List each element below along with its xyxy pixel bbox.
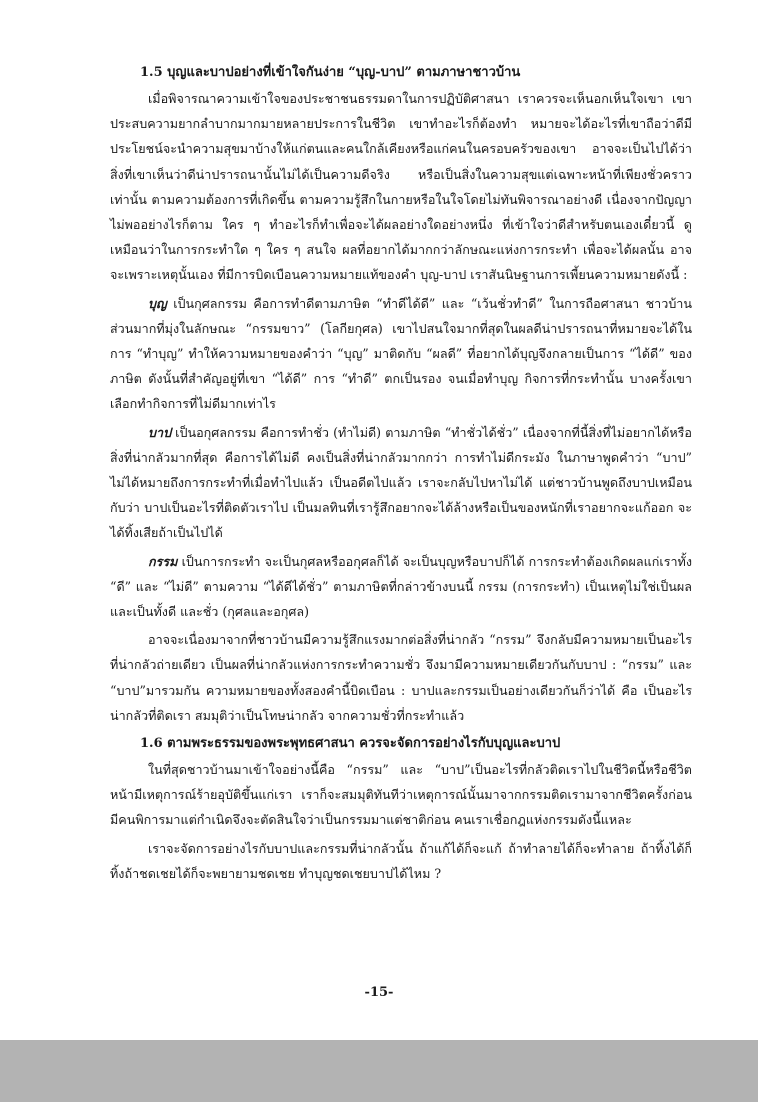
paragraph-question: เราจะจัดการอย่างไรกับบาปและกรรมที่น่ากลัวนั้น ถ้าแก้ได้ก็จะแก้ ถ้าทำลายได้ก็จะทำลาย ถ้าทิ้งได้ก็ทิ้งถ้าชดเชยได้ก็จะพยายามชดเชย ทำบุญชดเชยบาปได้ไหม ? bbox=[110, 840, 692, 881]
section-heading-1-6: 1.6 ตามพระธรรมของพระพุทธศาสนา ควรจะจัดการอย่างไรกับบุญและบาป bbox=[140, 736, 561, 752]
paragraph-bun-text: เป็นกุศลกรรม คือการทำดีตามภาษิต “ทำดีได้ดี” และ “เว้นชั่วทำดี” ในการถือศาสนา ชาวบ้านส่วนมากที่มุ่งในลักษณะ “กรรมขาว” (โลกียกุศล) เขาไปสนใจมากที่สุดในผลดีน่าปรารถนาที่หมายจะได้ในการ “ทำบุญ” ทำให้ความหมายของคำว่า “บุญ” มาติดกับ “ผลดี” ที่อยากได้บุญจึงกลายเป็นการ “ได้ดี” ของภาษิต ดังนั้นที่สำคัญอยู่ที่เขา “ได้ดี” การ “ทำดี” ตกเป็นรอง จนเมื่อทำบุญ กิจการที่กระทำนั้น บางครั้งเขาเลือกทำกิจการที่ไม่ดีมากเท่าไร bbox=[110, 295, 692, 412]
term-kam: กรรม bbox=[148, 553, 178, 569]
scan-bottom-band bbox=[0, 1040, 758, 1102]
paragraph-belief: ในที่สุดชาวบ้านมาเข้าใจอย่างนี้คือ “กรรม” และ “บาป”เป็นอะไรที่กลัวติดเราไปในชีวิตนี้หรือชีวิตหน้ามีเหตุการณ์ร้ายอุบัติขึ้นแก่เรา เราก็จะสมมุติทันทีว่าเหตุการณ์นั้นมาจากกรรมติดเรามาจากชีวิตครั้งก่อน มีคนพิการมาแต่กำเนิดจึงจะตัดสินใจว่าเป็นกรรมมาแต่ชาติก่อน คนเราเชื่อกฎแห่งกรรมดังนี้แหละ bbox=[110, 762, 692, 828]
paragraph-fear: อาจจะเนื่องมาจากที่ชาวบ้านมีความรู้สึกแรงมากต่อสิ่งที่น่ากลัว “กรรม” จึงกลับมีความหมายเป็นอะไรที่น่ากลัวถ่ายเดียว เป็นผลที่น่ากลัวแห่งการกระทำความชั่ว จึงมามีความหมายเดียวกันกับบาป : “กรรม” และ “บาป”มารวมกัน ความหมายของทั้งสองคำนี้บิดเบือน : บาปและกรรมเป็นอย่างเดียวกันก็ว่าได้ คือ เป็นอะไรน่ากลัวที่ติดเรา สมมุติว่าเป็นโทษน่ากลัว จากความชั่วที่กระทำแล้ว bbox=[110, 632, 692, 723]
paragraph-bap bbox=[110, 420, 692, 546]
paragraph-bap-text: เป็นอกุศลกรรม คือการทำชั่ว (ทำไม่ดี) ตามภาษิต “ทำชั่วได้ชั่ว” เนื่องจากที่นี้สิ่งที่ไม่อยากได้หรือสิ่งที่น่ากลัวมากที่สุด คือการได้ไม่ดี คงเป็นสิ่งที่น่ากลัวมากกว่า การทำไม่ดีกระมัง ในภาษาพูดคำว่า “บาป” ไม่ได้หมายถึงการกระทำที่เมื่อทำไปแล้ว เป็นอดีตไปแล้ว เราจะกลับไปหาไม่ได้ แต่ชาวบ้านพูดถึงบาปเหมือนกับว่า บาปเป็นอะไรที่ติดตัวเราไป เป็นมลทินที่เรารู้สึกอยากจะได้ล้างหรือเป็นของหนักที่เราอยากจะแก้ออก จะได้ทิ้งเสียถ้าเป็นไปได้ bbox=[110, 424, 692, 541]
section-heading-1-5: 1.5 บุญและบาปอย่างที่เข้าใจกันง่าย “บุญ-บาป” ตามภาษาชาวบ้าน bbox=[140, 65, 521, 80]
document-body bbox=[110, 60, 692, 889]
paragraph-intro: เมื่อพิจารณาความเข้าใจของประชาชนธรรมดาในการปฏิบัติศาสนา เราควรจะเห็นอกเห็นใจเขา เขาประสบความยากลำบากมากมายหลายประการในชีวิต เขาทำอะไรก็ต้องทำ หมายจะได้อะไรที่เขาถือว่าดีมีประโยชน์จะนำความสุขมาบ้างให้แก่ตนและคนใกล้เคียงหรือแก่คนในครอบครัวของเขา อาจจะเป็นไปได้ว่าสิ่งที่เขาเห็นว่าดีน่าปรารถนานั้นไม่ได้เป็นความดีจริง หรือเป็นสิ่งในความสุขแต่เฉพาะหน้าที่เพียงชั่วคราวเท่านั้น ตามความต้องการที่เกิดขึ้น ตามความรู้สึกในกายหรือในใจโดยไม่ทันพิจารณาอย่างดี เนื่องจากปัญญาไม่พออย่างไรก็ตาม ใคร ๆ ทำอะไรก็ทำเพื่อจะได้ผลอย่างใดอย่างหนึ่ง ที่เข้าใจว่าดีสำหรับตนเองเดี๋ยวนี้ ดูเหมือนว่าในการกระทำใด ๆ ใคร ๆ สนใจ ผลที่อยากได้มากกว่าลักษณะแห่งการกระทำ เพื่อจะได้ผลนั้น อาจจะเพราะเหตุนั้นเอง ที่มีการบิดเบือนความหมายแท้ของคำ บุญ-บาป เราสันนิษฐานการเพี้ยนความหมายดังนี้ : bbox=[110, 91, 692, 283]
paragraph-kam-text: เป็นการกระทำ จะเป็นกุศลหรืออกุศลก็ได้ จะเป็นบุญหรือบาปก็ได้ การกระทำต้องเกิดผลแก่เราทั้ง “ดี” และ “ไม่ดี” ตามความ “ได้ดีได้ชั่ว” ตามภาษิตที่กล่าวข้างบนนี้ กรรม (การกระทำ) เป็นเหตุไม่ใช่เป็นผล และเป็นทั้งดี และชั่ว (กุศลและอกุศล) bbox=[110, 553, 692, 620]
paragraph-kam bbox=[110, 549, 692, 625]
page-number: -15- bbox=[364, 985, 394, 1000]
term-bap: บาป bbox=[148, 424, 172, 440]
paragraph-bun bbox=[110, 291, 692, 417]
term-bun: บุญ bbox=[148, 295, 167, 311]
